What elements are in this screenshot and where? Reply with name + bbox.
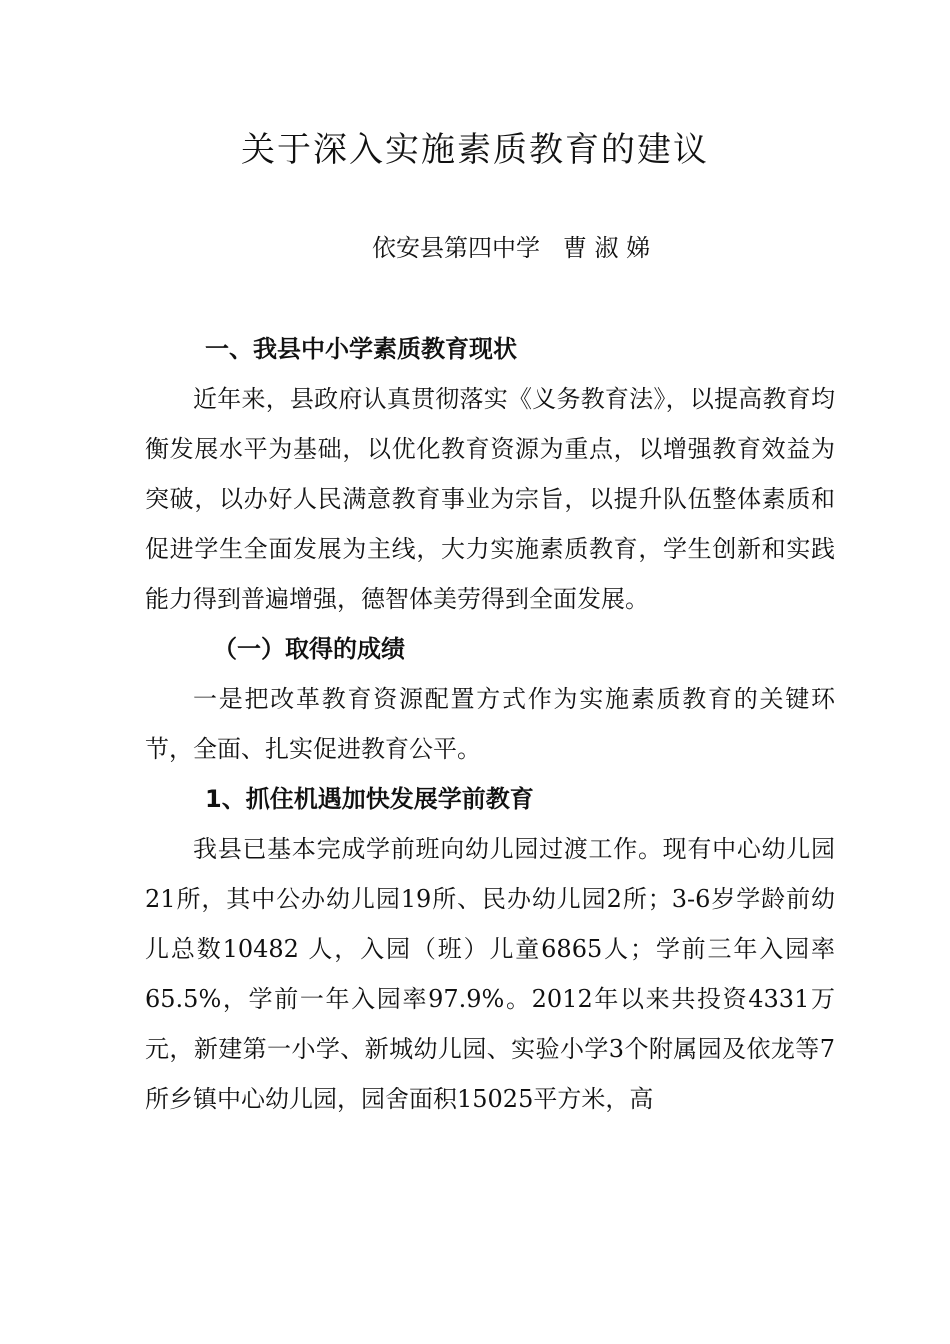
paragraph: 一是把改革教育资源配置方式作为实施素质教育的关键环节，全面、扎实促进教育公平。 <box>145 685 835 763</box>
document-body <box>145 324 835 1124</box>
section-heading: 1、抓住机遇加快发展学前教育 <box>205 785 534 813</box>
section-heading: 一、我县中小学素质教育现状 <box>205 335 517 363</box>
document-title: 关于深入实施素质教育的建议 <box>241 130 709 170</box>
subsection-heading: （一）取得的成绩 <box>213 635 405 663</box>
paragraph: 我县已基本完成学前班向幼儿园过渡工作。现有中心幼儿园21所，其中公办幼儿园19所、民办幼儿园2所；3-6岁学龄前幼儿总数10482 人，入园（班）儿童6865人；学前三年入园率65.5%，学前一年入园率97.9%。2012年以来共投资4331万元，新建第一小学、新城幼儿园、实验小学3个附属园及依龙等7所乡镇中心幼儿园，园舍面积15025平方米，高 <box>145 835 835 1113</box>
paragraph: 近年来，县政府认真贯彻落实《义务教育法》，以提高教育均衡发展水平为基础，以优化教育资源为重点，以增强教育效益为突破，以办好人民满意教育事业为宗旨，以提升队伍整体素质和促进学生全面发展为主线，大力实施素质教育，学生创新和实践能力得到普遍增强，德智体美劳得到全面发展。 <box>145 385 835 613</box>
author-line: 依安县第四中学 曹 淑 娣 <box>372 234 651 262</box>
